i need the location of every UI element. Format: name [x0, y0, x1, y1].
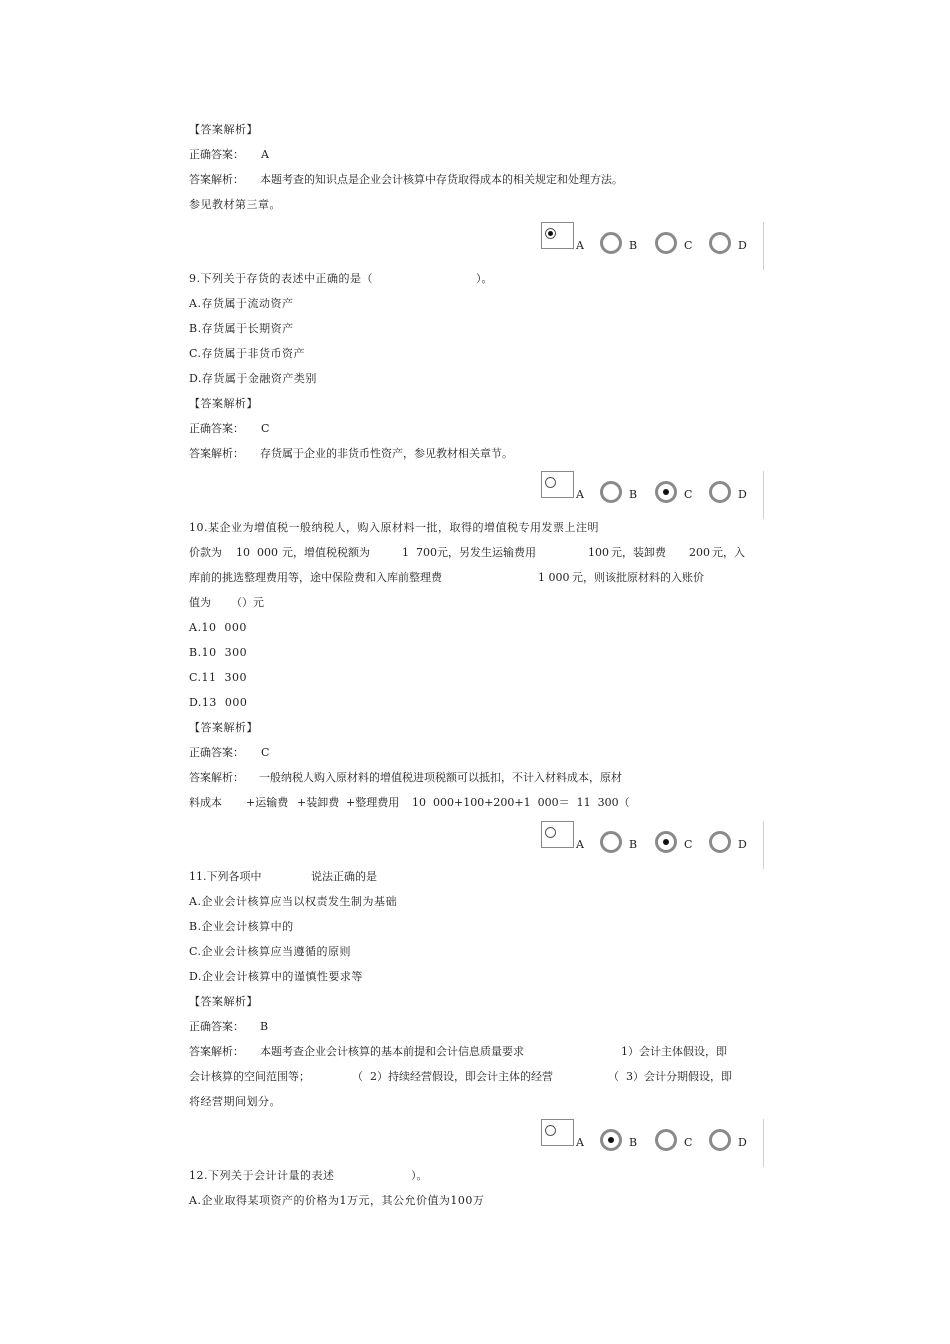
- answer-heading: 【答案解析】: [189, 721, 258, 734]
- choice-d: D.13 000: [189, 696, 248, 709]
- correct-answer-label: 正确答案：: [189, 148, 244, 161]
- divider: [763, 471, 764, 519]
- radio-icon: [655, 1129, 677, 1151]
- explanation-text: 参见教材第三章。: [189, 198, 281, 211]
- question-stem: 值为: [189, 596, 211, 609]
- question-number: 1 700: [402, 546, 437, 559]
- radio-icon: [600, 481, 622, 503]
- explanation-label: 答案解析：: [189, 447, 244, 460]
- answer-heading: 【答案解析】: [189, 995, 258, 1008]
- explanation-text: 会计核算的空间范围等；: [189, 1070, 310, 1083]
- question-stem: 元，增值税税额为: [282, 546, 370, 559]
- radio-selected-icon: [655, 831, 677, 853]
- radio-icon: [655, 232, 677, 254]
- question-stem: 元，入: [712, 546, 745, 559]
- option-label: A: [576, 488, 584, 501]
- answer-option-group: [541, 821, 763, 869]
- explanation-text: +整理费用: [346, 796, 400, 809]
- option-label: D: [738, 838, 747, 851]
- divider: [763, 1119, 764, 1167]
- radio-checkbox-icon: [541, 1119, 574, 1146]
- question-stem: 说法正确的是: [311, 870, 377, 883]
- choice-a: A.10 000: [189, 621, 247, 634]
- choice-c: C.存货属于非货币资产: [189, 347, 306, 360]
- question-stem-tail: ）。: [411, 1169, 428, 1182]
- divider: [763, 821, 764, 869]
- correct-answer-value: B: [260, 1020, 269, 1033]
- option-label: B: [629, 488, 638, 501]
- answer-option-group: [541, 222, 763, 270]
- question-number: 100: [588, 546, 609, 559]
- explanation-text: 存货属于企业的非货币性资产，参见教材相关章节。: [260, 447, 513, 460]
- answer-option-group: [541, 1119, 763, 1167]
- option-label: D: [738, 488, 747, 501]
- explanation-formula: 10 000+100+200+1 000＝ 11 300（: [412, 796, 630, 809]
- explanation-text: 本题考查企业会计核算的基本前提和会计信息质量要求: [260, 1045, 524, 1058]
- question-number: 200: [689, 546, 710, 559]
- correct-answer-value: A: [261, 148, 269, 161]
- choice-a: A.存货属于流动资产: [189, 297, 294, 310]
- question-stem-tail: （）元: [231, 596, 264, 609]
- explanation-label: 答案解析：: [189, 1045, 244, 1058]
- explanation-text: （ 2）持续经营假设，即会计主体的经营: [352, 1070, 553, 1083]
- correct-answer-label: 正确答案：: [189, 422, 244, 435]
- explanation-text: +运输费: [246, 796, 289, 809]
- choice-b: B.企业会计核算中的: [189, 920, 294, 933]
- explanation-text: 本题考查的知识点是企业会计核算中存货取得成本的相关规定和处理方法。: [260, 173, 623, 186]
- explanation-text: 1）会计主体假设，即: [621, 1045, 727, 1058]
- answer-option-group: [541, 471, 763, 519]
- question-stem: 12.下列关于会计计量的表述: [189, 1169, 335, 1182]
- question-stem-tail: ）。: [476, 272, 493, 285]
- choice-d: D.企业会计核算中的谨慎性要求等: [189, 970, 363, 983]
- option-label: D: [738, 1136, 747, 1149]
- question-number: 1 000: [538, 571, 570, 584]
- choice-a: A.企业取得某项资产的价格为1万元，其公允价值为100万: [189, 1194, 485, 1207]
- correct-answer-value: C: [261, 746, 270, 759]
- option-label: B: [629, 838, 638, 851]
- explanation-text: 一般纳税人购入原材料的增值税进项税额可以抵扣，不计入材料成本，原材: [259, 771, 622, 784]
- question-stem: 元，则该批原材料的入账价: [572, 571, 704, 584]
- option-label: C: [684, 838, 693, 851]
- radio-icon: [600, 232, 622, 254]
- answer-heading: 【答案解析】: [189, 397, 258, 410]
- radio-checkbox-icon: [541, 471, 574, 498]
- choice-a: A.企业会计核算应当以权责发生制为基础: [189, 895, 397, 908]
- question-stem: 价款为: [189, 546, 222, 559]
- answer-heading: 【答案解析】: [189, 123, 258, 136]
- question-stem: 元，装卸费: [611, 546, 666, 559]
- question-stem: 库前的挑选整理费用等，途中保险费和入库前整理费: [189, 571, 442, 584]
- choice-c: C.11 300: [189, 671, 248, 684]
- radio-icon: [709, 831, 731, 853]
- correct-answer-label: 正确答案：: [189, 746, 244, 759]
- option-label: C: [684, 1136, 693, 1149]
- option-label: A: [576, 838, 584, 851]
- divider: [763, 222, 764, 270]
- option-label: C: [684, 488, 693, 501]
- question-number: 10 000: [236, 546, 278, 559]
- radio-icon: [709, 232, 731, 254]
- explanation-text: 料成本: [189, 796, 222, 809]
- radio-icon: [709, 481, 731, 503]
- radio-checkbox-icon: [541, 222, 574, 249]
- choice-d: D.存货属于金融资产类别: [189, 372, 317, 385]
- option-label: A: [576, 1136, 584, 1149]
- correct-answer-value: C: [261, 422, 270, 435]
- choice-c: C.企业会计核算应当遵循的原则: [189, 945, 352, 958]
- question-stem: 9.下列关于存货的表述中正确的是（: [189, 272, 373, 285]
- radio-selected-icon: [600, 1129, 622, 1151]
- option-label: D: [738, 239, 747, 252]
- explanation-text: +装卸费: [297, 796, 340, 809]
- radio-icon: [709, 1129, 731, 1151]
- option-label: C: [684, 239, 693, 252]
- option-label: A: [576, 239, 584, 252]
- radio-icon: [600, 831, 622, 853]
- explanation-text: 将经营期间划分。: [189, 1095, 281, 1108]
- question-stem: 元，另发生运输费用: [437, 546, 536, 559]
- option-label: B: [629, 1136, 638, 1149]
- question-stem: 10.某企业为增值税一般纳税人，购入原材料一批，取得的增值税专用发票上注明: [189, 521, 599, 534]
- explanation-text: （ 3）会计分期假设，即: [608, 1070, 732, 1083]
- option-label: B: [629, 239, 638, 252]
- question-stem: 11.下列各项中: [189, 870, 262, 883]
- explanation-label: 答案解析：: [189, 771, 244, 784]
- correct-answer-label: 正确答案：: [189, 1020, 244, 1033]
- explanation-label: 答案解析：: [189, 173, 244, 186]
- choice-b: B.存货属于长期资产: [189, 322, 294, 335]
- choice-b: B.10 300: [189, 646, 248, 659]
- radio-checkbox-icon: [541, 821, 574, 848]
- radio-selected-icon: [655, 481, 677, 503]
